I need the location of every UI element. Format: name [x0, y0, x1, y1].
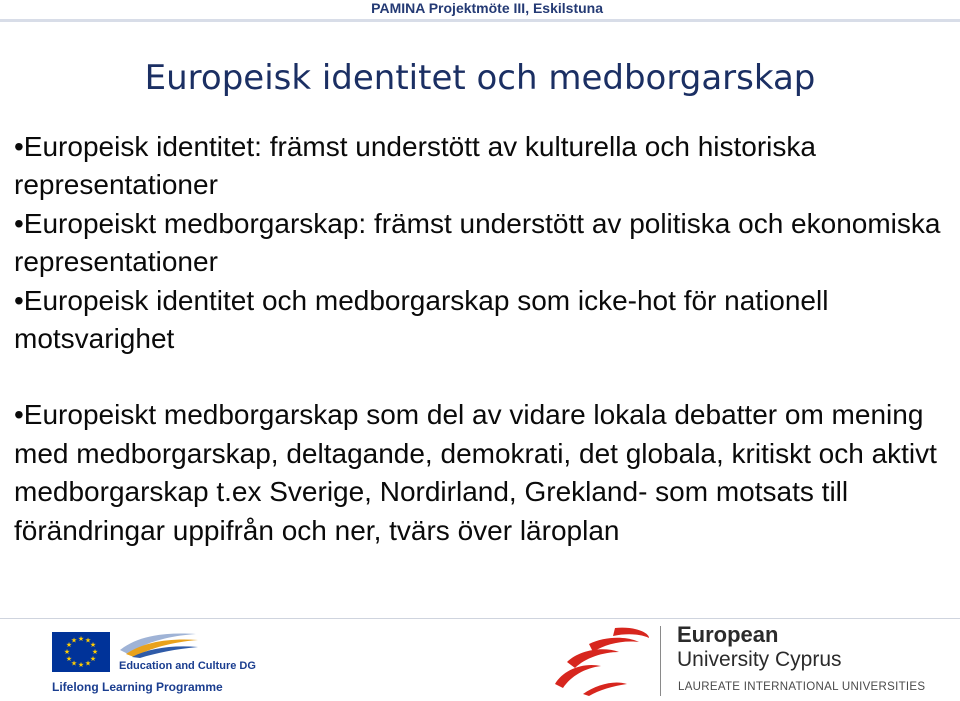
header-title: PAMINA Projektmöte III, Eskilstuna	[371, 0, 603, 16]
university-tagline: LAUREATE INTERNATIONAL UNIVERSITIES	[678, 681, 926, 693]
bullet-paragraph: •Europeisk identitet: främst understött av kulturella och historiska representationer	[14, 131, 816, 201]
svg-text:★: ★	[91, 648, 99, 656]
footer-rule	[0, 618, 960, 619]
slide-body	[14, 128, 954, 550]
logo-divider	[660, 626, 661, 696]
llp-swoosh-icon	[118, 628, 200, 658]
euc-swoosh-icon	[553, 624, 653, 698]
svg-text:★: ★	[63, 648, 71, 656]
dg-label: Education and Culture DG	[119, 660, 256, 672]
svg-text:★: ★	[65, 655, 73, 663]
svg-text:★: ★	[89, 655, 97, 663]
university-name-line1: European	[677, 622, 779, 647]
university-name-line2: University Cyprus	[677, 648, 842, 671]
svg-text:★: ★	[70, 636, 78, 645]
programme-label: Lifelong Learning Programme	[52, 680, 223, 694]
bullet-paragraph: •Europeisk identitet och medborgarskap som icke-hot för nationell motsvarighet	[14, 284, 829, 355]
svg-text:★: ★	[84, 636, 92, 645]
svg-text:★: ★	[89, 641, 97, 649]
svg-text:★: ★	[77, 635, 85, 643]
svg-text:★: ★	[70, 659, 78, 668]
header-bar	[0, 0, 960, 18]
eu-flag-icon	[52, 632, 110, 672]
svg-text:★: ★	[65, 641, 73, 649]
svg-text:★: ★	[77, 661, 85, 669]
slide-title: Europeisk identitet och medborgarskap	[144, 58, 816, 98]
svg-text:★: ★	[84, 659, 92, 668]
header-rule	[0, 19, 960, 22]
bullet-paragraph: •Europeiskt medborgarskap: främst understött av politiska och ekonomiska representationer	[14, 207, 941, 278]
bullet-paragraph: •Europeiskt medborgarskap som del av vidare lokala debatter om mening med medborgarskap, deltagande, demokrati, det globala, kritiskt och aktivt medborgarskap t.ex Sverige, Nordirland, Grekland- som motsats till förändringar uppifrån och ner, tvärs över läroplan	[14, 399, 937, 546]
